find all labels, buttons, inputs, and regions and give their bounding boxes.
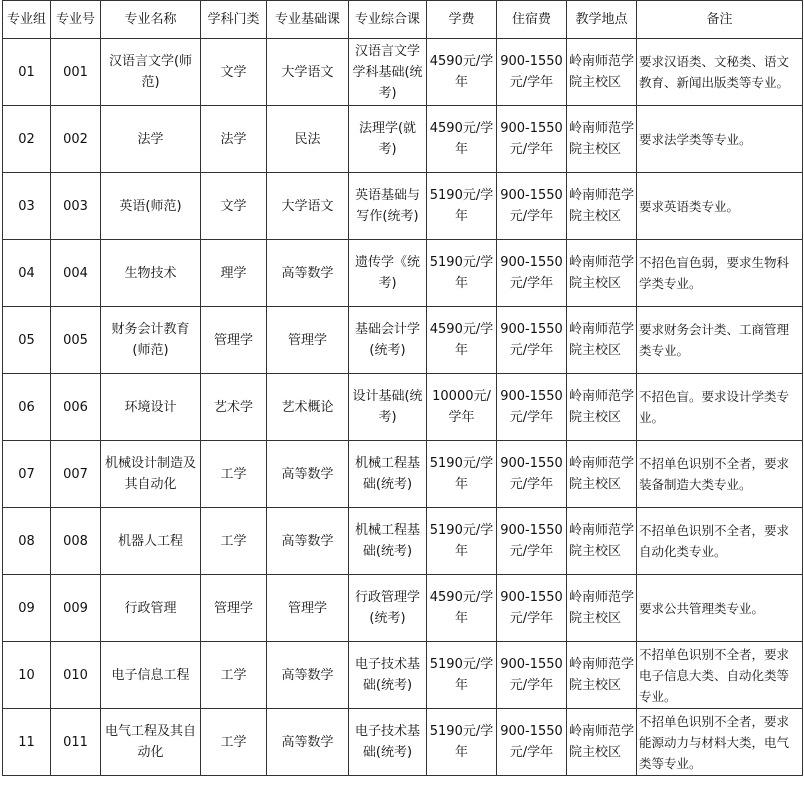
tuition-cell: 4590元/学年: [427, 39, 497, 106]
header-comprehensive-course: 专业综合课: [349, 1, 427, 39]
lodging-cell: 900-1550元/学年: [497, 575, 567, 642]
header-basic-course: 专业基础课: [267, 1, 349, 39]
tuition-cell: 4590元/学年: [427, 307, 497, 374]
code-cell: 007: [51, 441, 101, 508]
name-cell: 生物技术: [101, 240, 201, 307]
comprehensive-course-cell: 基础会计学(统考): [349, 307, 427, 374]
location-cell: 岭南师范学院主校区: [567, 441, 637, 508]
basic-course-cell: 大学语文: [267, 173, 349, 240]
group-cell: 05: [3, 307, 51, 374]
note-cell: 要求英语类专业。: [637, 173, 803, 240]
tuition-cell: 10000元/学年: [427, 374, 497, 441]
code-cell: 006: [51, 374, 101, 441]
lodging-cell: 900-1550元/学年: [497, 173, 567, 240]
name-cell: 机械设计制造及其自动化: [101, 441, 201, 508]
lodging-cell: 900-1550元/学年: [497, 508, 567, 575]
code-cell: 003: [51, 173, 101, 240]
group-cell: 11: [3, 709, 51, 776]
group-cell: 01: [3, 39, 51, 106]
table-row: [3, 173, 803, 240]
location-cell: 岭南师范学院主校区: [567, 575, 637, 642]
location-cell: 岭南师范学院主校区: [567, 307, 637, 374]
table-row: [3, 106, 803, 173]
comprehensive-course-cell: 电子技术基础(统考): [349, 709, 427, 776]
location-cell: 岭南师范学院主校区: [567, 709, 637, 776]
table-row: [3, 374, 803, 441]
tuition-cell: 5190元/学年: [427, 508, 497, 575]
category-cell: 管理学: [201, 307, 267, 374]
category-cell: 艺术学: [201, 374, 267, 441]
lodging-cell: 900-1550元/学年: [497, 106, 567, 173]
code-cell: 011: [51, 709, 101, 776]
location-cell: 岭南师范学院主校区: [567, 642, 637, 709]
code-cell: 010: [51, 642, 101, 709]
note-cell: 要求公共管理类专业。: [637, 575, 803, 642]
comprehensive-course-cell: 设计基础(统考): [349, 374, 427, 441]
basic-course-cell: 高等数学: [267, 508, 349, 575]
location-cell: 岭南师范学院主校区: [567, 173, 637, 240]
location-cell: 岭南师范学院主校区: [567, 508, 637, 575]
group-cell: 04: [3, 240, 51, 307]
name-cell: 法学: [101, 106, 201, 173]
lodging-cell: 900-1550元/学年: [497, 441, 567, 508]
tuition-cell: 5190元/学年: [427, 173, 497, 240]
lodging-cell: 900-1550元/学年: [497, 374, 567, 441]
note-cell: 不招单色识别不全者，要求能源动力与材料大类，电气类等专业。: [637, 709, 803, 776]
location-cell: 岭南师范学院主校区: [567, 106, 637, 173]
category-cell: 工学: [201, 709, 267, 776]
note-cell: 要求法学类等专业。: [637, 106, 803, 173]
header-row: [3, 1, 803, 39]
note-cell: 不招单色识别不全者，要求自动化类专业。: [637, 508, 803, 575]
header-tuition: 学费: [427, 1, 497, 39]
tuition-cell: 5190元/学年: [427, 642, 497, 709]
lodging-cell: 900-1550元/学年: [497, 240, 567, 307]
comprehensive-course-cell: 机械工程基础(统考): [349, 441, 427, 508]
note-cell: 不招色盲色弱，要求生物科学类专业。: [637, 240, 803, 307]
table-row: [3, 575, 803, 642]
lodging-cell: 900-1550元/学年: [497, 39, 567, 106]
name-cell: 财务会计教育(师范): [101, 307, 201, 374]
comprehensive-course-cell: 电子技术基础(统考): [349, 642, 427, 709]
category-cell: 文学: [201, 39, 267, 106]
header-location: 教学地点: [567, 1, 637, 39]
comprehensive-course-cell: 机械工程基础(统考): [349, 508, 427, 575]
code-cell: 001: [51, 39, 101, 106]
tuition-cell: 4590元/学年: [427, 106, 497, 173]
basic-course-cell: 艺术概论: [267, 374, 349, 441]
basic-course-cell: 管理学: [267, 307, 349, 374]
header-name: 专业名称: [101, 1, 201, 39]
table-row: [3, 240, 803, 307]
header-code: 专业号: [51, 1, 101, 39]
category-cell: 理学: [201, 240, 267, 307]
name-cell: 电气工程及其自动化: [101, 709, 201, 776]
note-cell: 不招单色识别不全者，要求装备制造大类专业。: [637, 441, 803, 508]
category-cell: 管理学: [201, 575, 267, 642]
category-cell: 工学: [201, 441, 267, 508]
name-cell: 英语(师范): [101, 173, 201, 240]
basic-course-cell: 高等数学: [267, 642, 349, 709]
category-cell: 工学: [201, 642, 267, 709]
table-row: [3, 508, 803, 575]
location-cell: 岭南师范学院主校区: [567, 39, 637, 106]
lodging-cell: 900-1550元/学年: [497, 642, 567, 709]
code-cell: 002: [51, 106, 101, 173]
table-row: [3, 307, 803, 374]
note-cell: 不招色盲。要求设计学类专业。: [637, 374, 803, 441]
code-cell: 009: [51, 575, 101, 642]
basic-course-cell: 管理学: [267, 575, 349, 642]
note-cell: 不招单色识别不全者，要求电子信息大类、自动化类等专业。: [637, 642, 803, 709]
group-cell: 02: [3, 106, 51, 173]
group-cell: 10: [3, 642, 51, 709]
tuition-cell: 5190元/学年: [427, 240, 497, 307]
header-group: 专业组: [3, 1, 51, 39]
note-cell: 要求财务会计类、工商管理类专业。: [637, 307, 803, 374]
table-row: [3, 39, 803, 106]
category-cell: 文学: [201, 173, 267, 240]
basic-course-cell: 高等数学: [267, 240, 349, 307]
code-cell: 004: [51, 240, 101, 307]
basic-course-cell: 大学语文: [267, 39, 349, 106]
basic-course-cell: 高等数学: [267, 709, 349, 776]
majors-table: [2, 0, 803, 776]
name-cell: 环境设计: [101, 374, 201, 441]
group-cell: 09: [3, 575, 51, 642]
group-cell: 03: [3, 173, 51, 240]
comprehensive-course-cell: 汉语言文学学科基础(统考): [349, 39, 427, 106]
table-row: [3, 642, 803, 709]
note-cell: 要求汉语类、文秘类、语文教育、新闻出版类等专业。: [637, 39, 803, 106]
header-category: 学科门类: [201, 1, 267, 39]
header-note: 备注: [637, 1, 803, 39]
category-cell: 法学: [201, 106, 267, 173]
category-cell: 工学: [201, 508, 267, 575]
comprehensive-course-cell: 遗传学《统考): [349, 240, 427, 307]
location-cell: 岭南师范学院主校区: [567, 240, 637, 307]
name-cell: 机器人工程: [101, 508, 201, 575]
comprehensive-course-cell: 行政管理学(统考): [349, 575, 427, 642]
tuition-cell: 4590元/学年: [427, 575, 497, 642]
table-row: [3, 441, 803, 508]
lodging-cell: 900-1550元/学年: [497, 307, 567, 374]
code-cell: 005: [51, 307, 101, 374]
tuition-cell: 5190元/学年: [427, 709, 497, 776]
code-cell: 008: [51, 508, 101, 575]
basic-course-cell: 高等数学: [267, 441, 349, 508]
tuition-cell: 5190元/学年: [427, 441, 497, 508]
name-cell: 汉语言文学(师范): [101, 39, 201, 106]
comprehensive-course-cell: 法理学(就考): [349, 106, 427, 173]
header-lodging: 住宿费: [497, 1, 567, 39]
group-cell: 07: [3, 441, 51, 508]
lodging-cell: 900-1550元/学年: [497, 709, 567, 776]
name-cell: 电子信息工程: [101, 642, 201, 709]
name-cell: 行政管理: [101, 575, 201, 642]
comprehensive-course-cell: 英语基础与写作(统考): [349, 173, 427, 240]
location-cell: 岭南师范学院主校区: [567, 374, 637, 441]
group-cell: 06: [3, 374, 51, 441]
group-cell: 08: [3, 508, 51, 575]
basic-course-cell: 民法: [267, 106, 349, 173]
table-row: [3, 709, 803, 776]
